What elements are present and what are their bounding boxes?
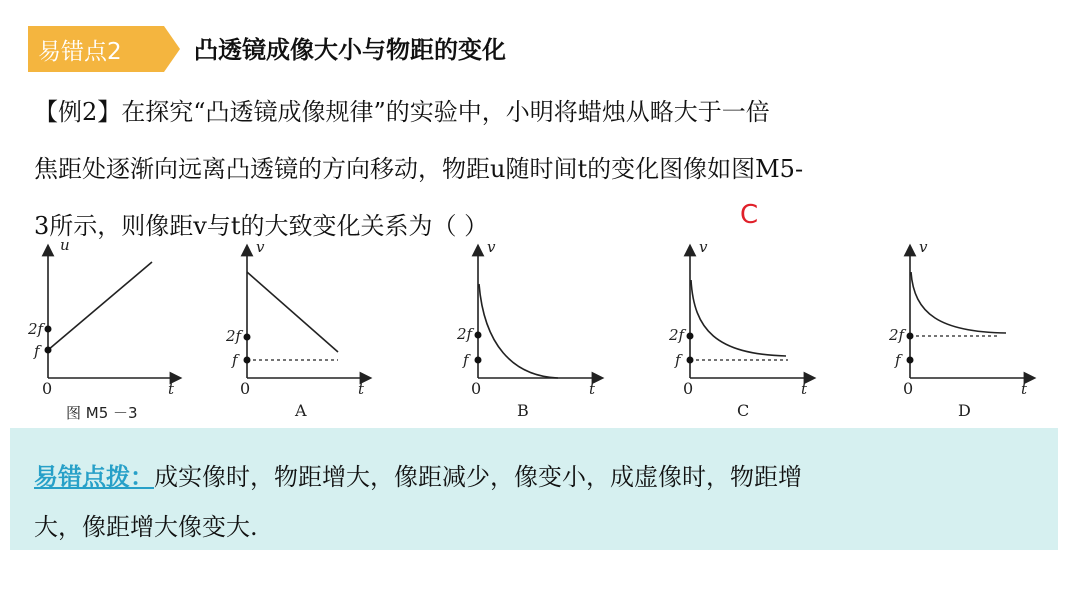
origin-label: 0 xyxy=(903,379,914,398)
x-axis-label: t xyxy=(589,380,596,398)
origin-label: 0 xyxy=(471,379,482,398)
y-axis-label: v xyxy=(699,238,708,256)
tick-f: f xyxy=(895,351,901,369)
point-2f xyxy=(244,334,251,341)
y-axis-label: u xyxy=(60,236,70,254)
graph-c xyxy=(668,238,810,420)
y-axis-label: v xyxy=(487,238,496,256)
v-line xyxy=(247,272,338,352)
point-f xyxy=(475,357,482,364)
figure-caption: D xyxy=(958,401,971,420)
tick-2f: 2f xyxy=(28,320,44,338)
figure-caption: C xyxy=(737,401,750,420)
tick-2f: 2f xyxy=(889,326,905,344)
y-axis-label: v xyxy=(919,238,928,256)
x-axis-label: t xyxy=(168,380,175,398)
graph-b xyxy=(456,238,598,420)
tip-label: 易错点拨： xyxy=(34,463,154,491)
point-2f xyxy=(475,332,482,339)
v-curve xyxy=(911,272,1006,333)
x-axis-label: t xyxy=(358,380,365,398)
graph-u-t xyxy=(27,236,176,422)
section-tag xyxy=(28,26,180,72)
origin-label: 0 xyxy=(683,379,694,398)
u-line xyxy=(48,262,152,350)
v-curve xyxy=(691,280,786,356)
point-f xyxy=(244,357,251,364)
section-tag-label: 易错点2 xyxy=(28,26,164,72)
x-axis-label: t xyxy=(801,380,808,398)
tick-f: f xyxy=(463,351,469,369)
problem-line-3: 3所示，则像距v与t的大致变化关系为（ ） xyxy=(34,212,489,240)
origin-label: 0 xyxy=(240,379,251,398)
tick-2f: 2f xyxy=(226,327,242,345)
section-title: 凸透镜成像大小与物距的变化 xyxy=(194,36,506,64)
origin-label: 0 xyxy=(42,379,53,398)
x-axis-label: t xyxy=(1021,380,1028,398)
tick-f: f xyxy=(34,342,40,360)
graph-figures xyxy=(0,232,1066,428)
section-tag-arrow xyxy=(164,26,180,72)
problem-line-2: 焦距处逐渐向远离凸透镜的方向移动，物距u随时间t的变化图像如图M5- xyxy=(34,155,804,183)
figure-caption: 图 M5 －3 xyxy=(66,404,138,422)
tip-line-2: 大，像距增大像变大. xyxy=(34,513,258,541)
tip-line-1 xyxy=(34,452,1034,502)
figure-caption: A xyxy=(295,401,307,420)
problem-text xyxy=(34,84,1034,255)
point-2f xyxy=(687,333,694,340)
graph-d xyxy=(888,238,1030,420)
figure-caption: B xyxy=(517,401,529,420)
graph-a xyxy=(225,238,366,420)
point-f xyxy=(45,347,52,354)
point-2f xyxy=(45,326,52,333)
point-f xyxy=(907,357,914,364)
tick-2f: 2f xyxy=(669,326,685,344)
tip-text xyxy=(34,452,1034,552)
v-curve xyxy=(479,284,558,378)
tick-f: f xyxy=(232,351,238,369)
answer-mark: C xyxy=(740,200,759,230)
tip-line-1-text: 成实像时，物距增大，像距减少，像变小，成虚像时，物距增 xyxy=(154,463,802,491)
tick-f: f xyxy=(675,351,681,369)
point-f xyxy=(687,357,694,364)
tick-2f: 2f xyxy=(457,325,473,343)
problem-line-1: 【例2】在探究“凸透镜成像规律”的实验中，小明将蜡烛从略大于一倍 xyxy=(34,98,770,126)
graphs-svg xyxy=(0,232,1066,428)
point-2f xyxy=(907,333,914,340)
y-axis-label: v xyxy=(256,238,265,256)
